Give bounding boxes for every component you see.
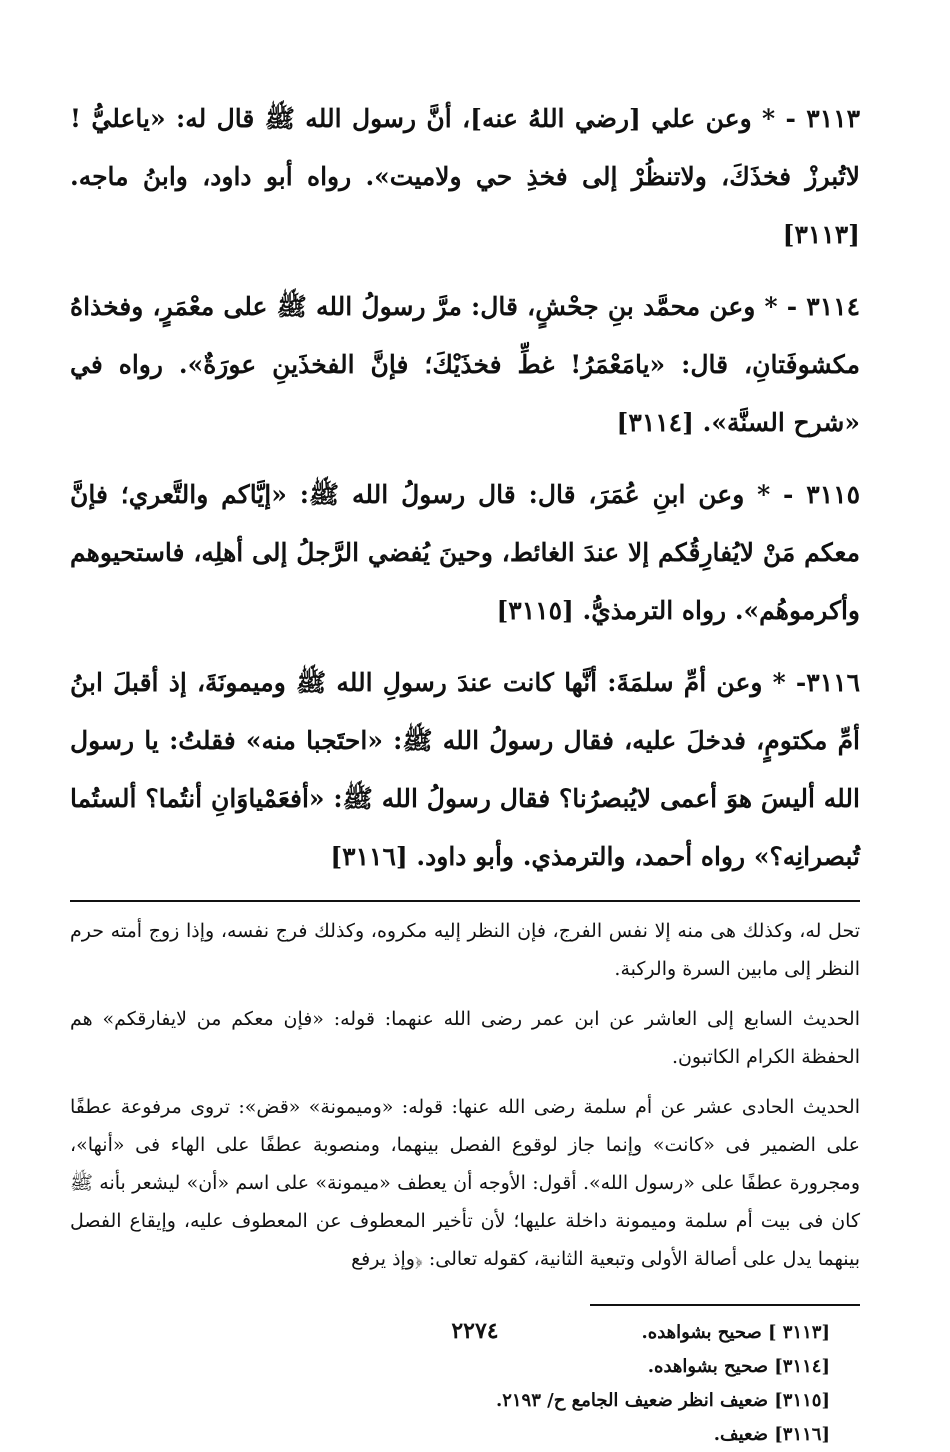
footnote-divider — [590, 1304, 860, 1306]
hadith-3115: ٣١١٥ - * وعن ابنِ عُمَرَ، قال: قال رسولُ الله ﷺ: «إيَّاكم والتَّعري؛ فإنَّ معكم مَنْ لايُفارِقُكم إلا عندَ الغائط، وحينَ يُفضي الرَّجلُ إلى أهلِه، فاستحيوهم وأكرموهُم». رواه الترمذيُّ. [٣١١٥] — [70, 480, 860, 625]
commentary-divider — [70, 900, 860, 902]
hadith-3114: ٣١١٤ - * وعن محمَّد بنِ جحْشٍ، قال: مرَّ رسولُ الله ﷺ على معْمَرٍ، وفخذاهُ مكشوفَتانِ، قال: «يامَعْمَرُ! غطِّ فخذَيْكَ؛ فإنَّ الفخذَينِ عورَةٌ». رواه في «شرح السنَّة». [٣١١٤] — [70, 292, 860, 437]
hadith-3113: ٣١١٣ - * وعن علي [رضي اللهُ عنه]، أنَّ رسول الله ﷺ قال له: «ياعليُّ ! لاتُبرزْ فخذَكَ، ولاتنظُرْ إلى فخذِ حي ولاميت». رواه أبو داود، وابنُ ماجه. [٣١١٣] — [70, 104, 860, 249]
commentary-paragraph: الحديث الحادى عشر عن أم سلمة رضى الله عنها: قوله: «وميمونة» «قض»: تروى مرفوعة عطفًا على الضمير فى «كانت» وإنما جاز لوقوع الفصل بينهما، ومنصوبة عطفًا على الهاء فى «أنها»، ومجرورة عطفًا على «رسول الله». أقول: الأوجه أن يعطف «ميمونة» على اسم «أن» ليشعر بأنه ﷺ كان فى بيت أم سلمة وميمونة داخلة عليها؛ لأن تأخير المعطوف عن المعطوف عليه، وإيقاع الفصل بينهما يدل على أصالة الأولى وتبعية الثانية، كقوله تعالى: ﴿وإذ يرفع — [70, 1096, 860, 1270]
commentary-paragraph: تحل له، وكذلك هى منه إلا نفس الفرج، فإن النظر إليه مكروه، وكذلك فرج نفسه، وإذا زوج أمته حرم النظر إلى مابين السرة والركبة. — [70, 920, 860, 980]
page-body — [70, 90, 860, 1452]
commentary-paragraph: الحديث السابع إلى العاشر عن ابن عمر رضى الله عنهما: قوله: «فإن معكم من لايفارقكم» هم الحفظة الكرام الكاتبون. — [70, 1008, 860, 1068]
footnote: [٣١١٥] ضعيف انظر ضعيف الجامع ح/ ٢١٩٣. — [495, 1390, 830, 1411]
hadith-3116: ٣١١٦- * وعن أمِّ سلمَةَ: أنَّها كانت عندَ رسولِ الله ﷺ وميمونَةَ، إذ أقبلَ ابنُ أمِّ مكتومٍ، فدخلَ عليه، فقال رسولُ الله ﷺ: «احتَجبا منه» فقلتُ: يا رسول الله أليسَ هوَ أعمى لايُبصرُنا؟ فقال رسولُ الله ﷺ: «أفعَمْياوَانِ أنتُما؟ ألستُما تُبصرانِه؟» رواه أحمد، والترمذي. وأبو داود. [٣١١٦] — [70, 668, 860, 871]
footnote: [٣١١٦] ضعيف. — [713, 1424, 830, 1445]
footnote: [٣١١٣ ] صحيح بشواهده. — [641, 1322, 830, 1343]
footnote: [٣١١٤] صحيح بشواهده. — [647, 1356, 830, 1377]
page-number: ٢٢٧٤ — [451, 1318, 499, 1344]
